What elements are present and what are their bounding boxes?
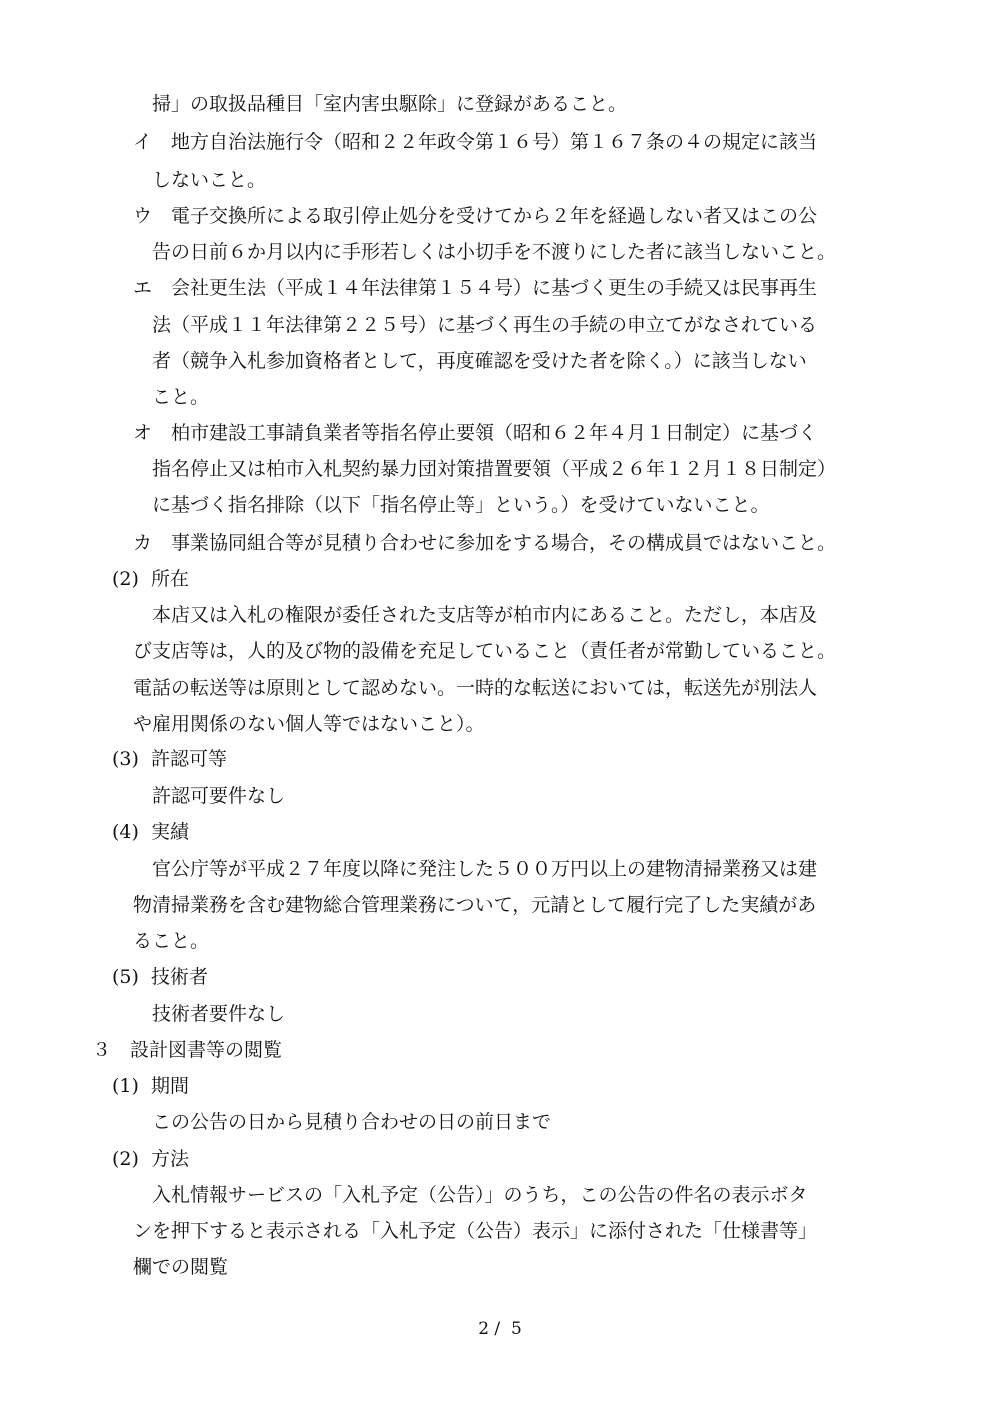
text-line: エ 会社更生法（平成１４年法律第１５４号）に基づく更生の手続又は民事再生: [133, 277, 818, 299]
chapter-heading: ３ 設計図書等の閲覧: [92, 1039, 283, 1061]
section-heading: (1) 期間: [112, 1075, 189, 1097]
section-heading: (4) 実績: [112, 821, 189, 843]
section-heading: (3) 許認可等: [112, 748, 227, 770]
text-line: 者（競争入札参加資格者として，再度確認を受けた者を除く。）に該当しない: [152, 350, 807, 372]
text-line: や雇用関係のない個人等ではないこと）。: [133, 713, 485, 735]
page-number: 2 / 5: [478, 1319, 522, 1339]
text-line: に基づく指名排除（以下「指名停止等」という。）を受けていないこと。: [152, 494, 770, 516]
text-line: 物清掃業務を含む建物総合管理業務について，元請として履行完了した実績があ: [133, 894, 817, 916]
text-line: 官公庁等が平成２７年度以降に発注した５００万円以上の建物清掃業務又は建: [152, 858, 818, 880]
text-line: ウ 電子交換所による取引停止処分を受けてから２年を経過しない者又はこの公: [133, 205, 818, 227]
text-line: ンを押下すると表示される「入札予定（公告）表示」に添付された「仕様書等」: [133, 1220, 818, 1242]
text-line: 技術者要件なし: [152, 1003, 286, 1025]
text-line: カ 事業協同組合等が見積り合わせに参加をする場合，その構成員ではないこと。: [133, 532, 837, 554]
text-line: 電話の転送等は原則として認めない。一時的な転送においては，転送先が別法人: [133, 677, 818, 699]
text-line: この公告の日から見積り合わせの日の前日まで: [152, 1111, 552, 1133]
text-line: 法（平成１１年法律第２２５号）に基づく再生の手続の申立てがなされている: [152, 314, 818, 336]
text-line: 掃」の取扱品種目「室内害虫駆除」に登録があること。: [152, 93, 628, 115]
section-heading: (2) 所在: [112, 568, 189, 590]
text-line: 指名停止又は柏市入札契約暴力団対策措置要領（平成２６年１２月１８日制定）: [152, 458, 837, 480]
section-heading: (5) 技術者: [112, 966, 208, 988]
text-line: こと。: [152, 386, 210, 408]
text-line: 許認可要件なし: [152, 785, 286, 807]
text-line: イ 地方自治法施行令（昭和２２年政令第１６号）第１６７条の４の規定に該当: [133, 131, 818, 153]
text-line: 本店又は入札の権限が委任された支店等が柏市内にあること。ただし，本店及: [152, 604, 818, 626]
text-line: しないこと。: [152, 169, 267, 191]
text-line: 入札情報サービスの「入札予定（公告）」のうち，この公告の件名の表示ボタ: [152, 1184, 808, 1206]
text-line: 欄での閲覧: [133, 1256, 229, 1278]
text-line: オ 柏市建設工事請負業者等指名停止要領（昭和６２年４月１日制定）に基づく: [133, 422, 818, 444]
text-line: 告の日前６か月以内に手形若しくは小切手を不渡りにした者に該当しないこと。: [152, 241, 837, 263]
text-line: ること。: [133, 930, 210, 952]
text-line: び支店等は，人的及び物的設備を充足していること（責任者が常勤していること。: [133, 640, 837, 662]
section-heading: (2) 方法: [112, 1148, 189, 1170]
